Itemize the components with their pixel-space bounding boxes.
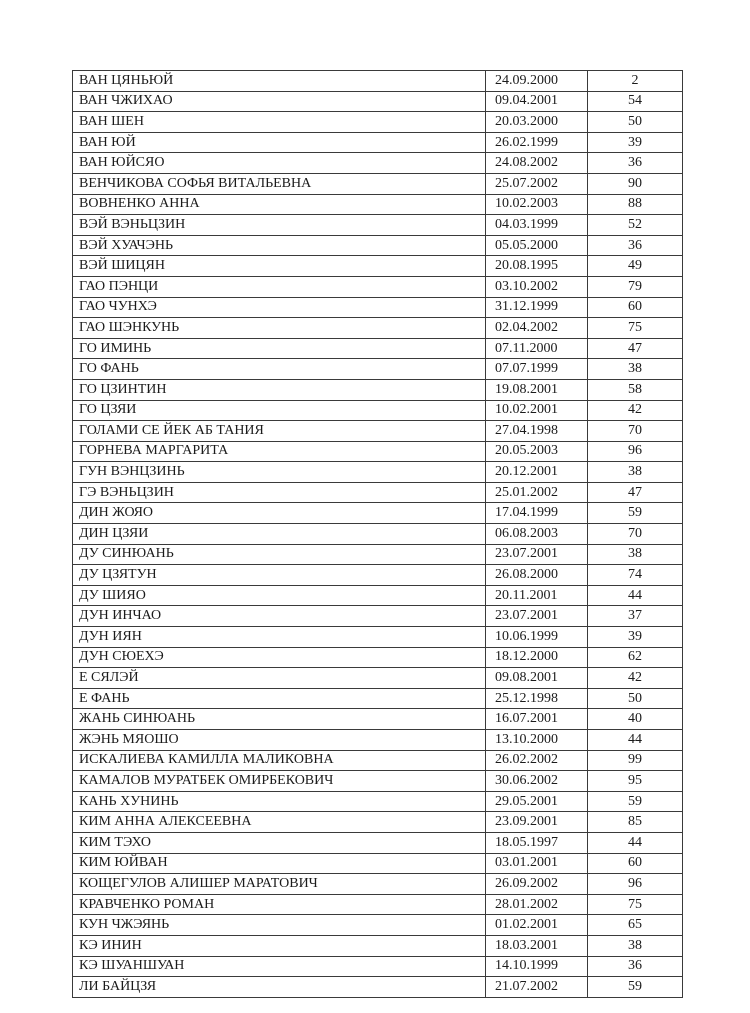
table-row xyxy=(73,812,683,833)
name-cell: ВЭЙ ШИЦЯН xyxy=(73,256,486,277)
name-cell: ГО ЦЗИНТИН xyxy=(73,379,486,400)
name-cell: ГАО ШЭНКУНЬ xyxy=(73,318,486,339)
table-row xyxy=(73,215,683,236)
score-cell: 60 xyxy=(588,853,683,874)
name-cell: ВЕНЧИКОВА СОФЬЯ ВИТАЛЬЕВНА xyxy=(73,173,486,194)
score-cell: 47 xyxy=(588,482,683,503)
score-cell: 62 xyxy=(588,647,683,668)
score-cell: 54 xyxy=(588,91,683,112)
date-cell: 01.02.2001 xyxy=(486,915,588,936)
table-row xyxy=(73,462,683,483)
table-row xyxy=(73,688,683,709)
date-cell: 20.05.2003 xyxy=(486,441,588,462)
table-row xyxy=(73,771,683,792)
score-cell: 42 xyxy=(588,668,683,689)
score-cell: 2 xyxy=(588,71,683,92)
table-row xyxy=(73,524,683,545)
name-cell: КИМ ТЭХО xyxy=(73,832,486,853)
date-cell: 20.03.2000 xyxy=(486,112,588,133)
date-cell: 20.08.1995 xyxy=(486,256,588,277)
name-cell: ВАН ЦЯНЬЮЙ xyxy=(73,71,486,92)
score-cell: 38 xyxy=(588,359,683,380)
name-cell: ГАО ЧУНХЭ xyxy=(73,297,486,318)
score-cell: 40 xyxy=(588,709,683,730)
table-row xyxy=(73,276,683,297)
score-cell: 36 xyxy=(588,956,683,977)
name-cell: ВАН ШЕН xyxy=(73,112,486,133)
name-cell: ДИН ЦЗЯИ xyxy=(73,524,486,545)
date-cell: 24.09.2000 xyxy=(486,71,588,92)
name-cell: ДУ ЦЗЯТУН xyxy=(73,565,486,586)
table-row xyxy=(73,71,683,92)
table-row xyxy=(73,132,683,153)
name-cell: КИМ АННА АЛЕКСЕЕВНА xyxy=(73,812,486,833)
table-row xyxy=(73,194,683,215)
name-cell: КОЩЕГУЛОВ АЛИШЕР МАРАТОВИЧ xyxy=(73,874,486,895)
table-row xyxy=(73,400,683,421)
name-cell: ВАН ЮЙСЯО xyxy=(73,153,486,174)
date-cell: 26.02.1999 xyxy=(486,132,588,153)
name-cell: ВАН ЧЖИХАО xyxy=(73,91,486,112)
date-cell: 24.08.2002 xyxy=(486,153,588,174)
name-cell: ДУ СИНЮАНЬ xyxy=(73,544,486,565)
date-cell: 25.12.1998 xyxy=(486,688,588,709)
score-cell: 49 xyxy=(588,256,683,277)
score-cell: 90 xyxy=(588,173,683,194)
name-cell: КЭ ИНИН xyxy=(73,935,486,956)
date-cell: 10.02.2001 xyxy=(486,400,588,421)
date-cell: 23.07.2001 xyxy=(486,544,588,565)
date-cell: 09.04.2001 xyxy=(486,91,588,112)
table-row xyxy=(73,894,683,915)
table-row xyxy=(73,235,683,256)
name-cell: ДУН ИНЧАО xyxy=(73,606,486,627)
name-cell: ЖАНЬ СИНЮАНЬ xyxy=(73,709,486,730)
table-row xyxy=(73,421,683,442)
table-row xyxy=(73,647,683,668)
score-cell: 60 xyxy=(588,297,683,318)
score-cell: 42 xyxy=(588,400,683,421)
score-cell: 75 xyxy=(588,894,683,915)
table-row xyxy=(73,112,683,133)
date-cell: 20.11.2001 xyxy=(486,585,588,606)
score-cell: 70 xyxy=(588,421,683,442)
table-row xyxy=(73,441,683,462)
name-cell: ЛИ БАЙЦЗЯ xyxy=(73,977,486,998)
date-cell: 14.10.1999 xyxy=(486,956,588,977)
table-row xyxy=(73,585,683,606)
table-row xyxy=(73,668,683,689)
table-row xyxy=(73,791,683,812)
table-row xyxy=(73,709,683,730)
score-cell: 38 xyxy=(588,935,683,956)
date-cell: 27.04.1998 xyxy=(486,421,588,442)
name-cell: ДИН ЖОЯО xyxy=(73,503,486,524)
date-cell: 02.04.2002 xyxy=(486,318,588,339)
score-cell: 44 xyxy=(588,585,683,606)
name-cell: ДУ ШИЯО xyxy=(73,585,486,606)
date-cell: 26.02.2002 xyxy=(486,750,588,771)
score-cell: 50 xyxy=(588,688,683,709)
date-cell: 23.09.2001 xyxy=(486,812,588,833)
score-cell: 59 xyxy=(588,791,683,812)
score-cell: 52 xyxy=(588,215,683,236)
table-row xyxy=(73,544,683,565)
name-cell: ДУН ИЯН xyxy=(73,627,486,648)
name-cell: ГО ИМИНЬ xyxy=(73,338,486,359)
table-row xyxy=(73,173,683,194)
table-row xyxy=(73,338,683,359)
table-row xyxy=(73,730,683,751)
table-row xyxy=(73,482,683,503)
date-cell: 03.10.2002 xyxy=(486,276,588,297)
name-cell: ГОЛАМИ СЕ ЙЕК АБ ТАНИЯ xyxy=(73,421,486,442)
table-row xyxy=(73,606,683,627)
name-cell: ДУН СЮЕХЭ xyxy=(73,647,486,668)
name-cell: Е СЯЛЭЙ xyxy=(73,668,486,689)
score-cell: 36 xyxy=(588,153,683,174)
date-cell: 25.07.2002 xyxy=(486,173,588,194)
score-cell: 39 xyxy=(588,627,683,648)
name-cell: ВОВНЕНКО АННА xyxy=(73,194,486,215)
score-cell: 38 xyxy=(588,544,683,565)
date-cell: 19.08.2001 xyxy=(486,379,588,400)
date-cell: 05.05.2000 xyxy=(486,235,588,256)
score-cell: 96 xyxy=(588,874,683,895)
date-cell: 07.11.2000 xyxy=(486,338,588,359)
table-row xyxy=(73,153,683,174)
score-cell: 37 xyxy=(588,606,683,627)
date-cell: 29.05.2001 xyxy=(486,791,588,812)
name-cell: ГОРНЕВА МАРГАРИТА xyxy=(73,441,486,462)
score-cell: 96 xyxy=(588,441,683,462)
table-row xyxy=(73,935,683,956)
date-cell: 18.12.2000 xyxy=(486,647,588,668)
date-cell: 10.06.1999 xyxy=(486,627,588,648)
date-cell: 17.04.1999 xyxy=(486,503,588,524)
date-cell: 18.03.2001 xyxy=(486,935,588,956)
name-cell: ГО ФАНЬ xyxy=(73,359,486,380)
date-cell: 23.07.2001 xyxy=(486,606,588,627)
date-cell: 13.10.2000 xyxy=(486,730,588,751)
score-cell: 95 xyxy=(588,771,683,792)
table-row xyxy=(73,874,683,895)
date-cell: 04.03.1999 xyxy=(486,215,588,236)
name-cell: КРАВЧЕНКО РОМАН xyxy=(73,894,486,915)
table-row xyxy=(73,832,683,853)
score-cell: 44 xyxy=(588,730,683,751)
name-cell: ВЭЙ ВЭНЬЦЗИН xyxy=(73,215,486,236)
name-cell: ГУН ВЭНЦЗИНЬ xyxy=(73,462,486,483)
score-cell: 88 xyxy=(588,194,683,215)
date-cell: 06.08.2003 xyxy=(486,524,588,545)
table-row xyxy=(73,379,683,400)
date-cell: 20.12.2001 xyxy=(486,462,588,483)
name-cell: ГО ЦЗЯИ xyxy=(73,400,486,421)
score-cell: 44 xyxy=(588,832,683,853)
table-row xyxy=(73,297,683,318)
date-cell: 07.07.1999 xyxy=(486,359,588,380)
date-cell: 25.01.2002 xyxy=(486,482,588,503)
date-cell: 21.07.2002 xyxy=(486,977,588,998)
name-cell: КЭ ШУАНШУАН xyxy=(73,956,486,977)
score-cell: 58 xyxy=(588,379,683,400)
date-cell: 30.06.2002 xyxy=(486,771,588,792)
score-cell: 38 xyxy=(588,462,683,483)
date-cell: 26.08.2000 xyxy=(486,565,588,586)
score-cell: 70 xyxy=(588,524,683,545)
score-cell: 85 xyxy=(588,812,683,833)
name-cell: ИСКАЛИЕВА КАМИЛЛА МАЛИКОВНА xyxy=(73,750,486,771)
table-row xyxy=(73,91,683,112)
name-cell: ВАН ЮЙ xyxy=(73,132,486,153)
date-cell: 26.09.2002 xyxy=(486,874,588,895)
table-row xyxy=(73,503,683,524)
score-cell: 65 xyxy=(588,915,683,936)
score-cell: 99 xyxy=(588,750,683,771)
date-cell: 09.08.2001 xyxy=(486,668,588,689)
name-cell: КАНЬ ХУНИНЬ xyxy=(73,791,486,812)
name-cell: ВЭЙ ХУАЧЭНЬ xyxy=(73,235,486,256)
date-cell: 10.02.2003 xyxy=(486,194,588,215)
name-cell: Е ФАНЬ xyxy=(73,688,486,709)
date-cell: 31.12.1999 xyxy=(486,297,588,318)
score-cell: 50 xyxy=(588,112,683,133)
date-cell: 03.01.2001 xyxy=(486,853,588,874)
table-row xyxy=(73,915,683,936)
score-table-body xyxy=(73,71,683,998)
table-row xyxy=(73,256,683,277)
score-cell: 59 xyxy=(588,503,683,524)
table-row xyxy=(73,977,683,998)
score-cell: 36 xyxy=(588,235,683,256)
score-cell: 79 xyxy=(588,276,683,297)
table-row xyxy=(73,627,683,648)
name-cell: КИМ ЮЙВАН xyxy=(73,853,486,874)
score-cell: 47 xyxy=(588,338,683,359)
name-cell: ЖЭНЬ МЯОШО xyxy=(73,730,486,751)
name-cell: КАМАЛОВ МУРАТБЕК ОМИРБЕКОВИЧ xyxy=(73,771,486,792)
score-cell: 59 xyxy=(588,977,683,998)
date-cell: 16.07.2001 xyxy=(486,709,588,730)
name-cell: КУН ЧЖЭЯНЬ xyxy=(73,915,486,936)
date-cell: 18.05.1997 xyxy=(486,832,588,853)
name-cell: ГАО ПЭНЦИ xyxy=(73,276,486,297)
score-cell: 74 xyxy=(588,565,683,586)
date-cell: 28.01.2002 xyxy=(486,894,588,915)
score-table xyxy=(72,70,683,998)
table-row xyxy=(73,318,683,339)
table-row xyxy=(73,565,683,586)
score-cell: 39 xyxy=(588,132,683,153)
table-row xyxy=(73,956,683,977)
table-row xyxy=(73,750,683,771)
name-cell: ГЭ ВЭНЬЦЗИН xyxy=(73,482,486,503)
table-row xyxy=(73,853,683,874)
score-cell: 75 xyxy=(588,318,683,339)
table-row xyxy=(73,359,683,380)
